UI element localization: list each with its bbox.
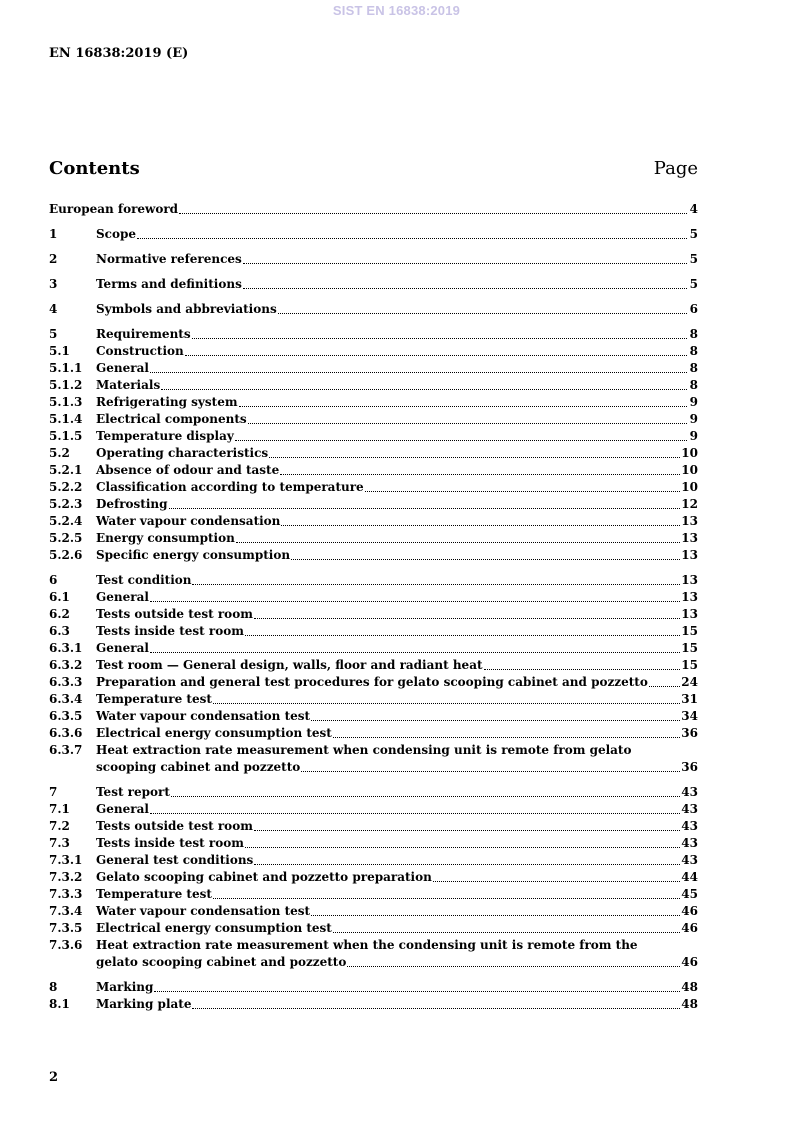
toc-leader-dots — [185, 354, 687, 356]
toc-entry-page: 9 — [689, 412, 698, 426]
toc-entry[interactable] — [49, 623, 698, 640]
document-id: EN 16838:2019 (E) — [49, 46, 189, 61]
toc-leader-dots — [254, 617, 680, 619]
toc-entry[interactable] — [49, 903, 698, 920]
toc-leader-dots — [150, 600, 680, 602]
toc-entry[interactable] — [49, 428, 698, 445]
contents-title: Contents — [49, 158, 140, 179]
toc-entry-title: Electrical energy consumption test — [96, 921, 332, 935]
toc-entry-page: 24 — [681, 675, 698, 689]
toc-entry[interactable] — [49, 513, 698, 530]
toc-entry-title: Test condition — [96, 573, 192, 587]
table-of-contents — [49, 201, 698, 1013]
toc-entry-page: 48 — [681, 997, 698, 1011]
toc-leader-dots — [213, 702, 680, 704]
toc-entry-title: Electrical energy consumption test — [96, 726, 332, 740]
toc-entry-page: 15 — [681, 641, 698, 655]
toc-entry-title: Gelato scooping cabinet and pozzetto preparation — [96, 870, 432, 884]
toc-entry-page: 13 — [681, 607, 698, 621]
toc-entry[interactable] — [49, 530, 698, 547]
toc-entry-title: Temperature display — [96, 429, 234, 443]
toc-entry[interactable] — [49, 920, 698, 937]
toc-entry-page: 43 — [681, 802, 698, 816]
toc-entry-title-continued: gelato scooping cabinet and pozzetto — [96, 955, 347, 969]
toc-entry-page: 44 — [681, 870, 698, 884]
toc-entry-title: Water vapour condensation test — [96, 709, 311, 723]
toc-entry-title: Specific energy consumption — [96, 548, 291, 562]
toc-entry-page: 36 — [681, 760, 698, 774]
toc-entry-page: 15 — [681, 624, 698, 638]
toc-entry-number: 5.2.6 — [49, 548, 83, 562]
toc-entry[interactable] — [49, 445, 698, 462]
toc-entry-page: 8 — [689, 378, 698, 392]
toc-entry-number: 5.1.3 — [49, 395, 83, 409]
toc-entry[interactable] — [49, 301, 698, 318]
toc-entry[interactable] — [49, 496, 698, 513]
toc-leader-dots — [245, 846, 680, 848]
toc-entry-page: 5 — [689, 277, 698, 291]
toc-entry-page: 8 — [689, 344, 698, 358]
toc-entry-number: 4 — [49, 302, 58, 316]
toc-leader-dots — [239, 405, 687, 407]
toc-entry[interactable] — [49, 343, 698, 360]
toc-entry[interactable] — [49, 377, 698, 394]
toc-entry-page: 34 — [681, 709, 698, 723]
toc-entry[interactable] — [49, 852, 698, 869]
toc-entry-number: 3 — [49, 277, 58, 291]
toc-entry-title: Requirements — [96, 327, 191, 341]
toc-entry[interactable] — [49, 674, 698, 691]
toc-leader-dots — [179, 212, 687, 214]
toc-leader-dots — [154, 990, 680, 992]
toc-entry-number: 5.1 — [49, 344, 70, 358]
toc-entry-title: Test room — General design, walls, floor and radiant heat — [96, 658, 483, 672]
toc-entry-number: 6.3 — [49, 624, 70, 638]
toc-leader-dots — [484, 668, 681, 670]
toc-entry-number: 5.2.3 — [49, 497, 83, 511]
toc-leader-dots — [169, 507, 681, 509]
toc-entry-title: Test report — [96, 785, 170, 799]
toc-entry-title: Symbols and abbreviations — [96, 302, 277, 316]
toc-entry-title: Tests outside test room — [96, 607, 253, 621]
toc-entry-continuation[interactable] — [49, 759, 698, 776]
toc-entry-title: Scope — [96, 227, 137, 241]
toc-entry-title: Electrical components — [96, 412, 247, 426]
toc-entry-page: 15 — [681, 658, 698, 672]
toc-entry[interactable] — [49, 360, 698, 377]
toc-entry-number: 5.1.5 — [49, 429, 83, 443]
toc-entry-number: 6.2 — [49, 607, 70, 621]
toc-entry-page: 6 — [689, 302, 698, 316]
toc-entry-number: 6.3.7 — [49, 743, 83, 757]
toc-entry-number: 5 — [49, 327, 58, 341]
toc-entry-title: Temperature test — [96, 887, 212, 901]
toc-entry[interactable] — [49, 411, 698, 428]
toc-entry-number: 2 — [49, 252, 58, 266]
toc-entry-number: 6.1 — [49, 590, 70, 604]
toc-entry-title: General — [96, 590, 149, 604]
toc-entry-number: 5.2.2 — [49, 480, 83, 494]
toc-entry[interactable] — [49, 572, 698, 589]
toc-entry-title: Marking plate — [96, 997, 192, 1011]
toc-entry-page: 46 — [681, 904, 698, 918]
toc-leader-dots — [150, 371, 687, 373]
toc-entry-title: European foreword — [49, 202, 179, 216]
toc-entry-title-continued: scooping cabinet and pozzetto — [96, 760, 301, 774]
toc-leader-dots — [347, 965, 680, 967]
toc-leader-dots — [171, 795, 680, 797]
toc-leader-dots — [192, 337, 687, 339]
toc-leader-dots — [192, 1007, 680, 1009]
toc-entry-number: 6.3.5 — [49, 709, 83, 723]
toc-entry-title: General test conditions — [96, 853, 254, 867]
page-number: 2 — [49, 1070, 59, 1085]
toc-entry-page: 13 — [681, 514, 698, 528]
toc-entry-title: Marking — [96, 980, 154, 994]
toc-entry-page: 5 — [689, 227, 698, 241]
toc-leader-dots — [311, 719, 680, 721]
toc-entry-title: Absence of odour and taste — [96, 463, 280, 477]
toc-entry-page: 8 — [689, 327, 698, 341]
toc-entry-number: 8.1 — [49, 997, 70, 1011]
toc-entry[interactable] — [49, 606, 698, 623]
toc-entry-title: Defrosting — [96, 497, 168, 511]
toc-entry-page: 13 — [681, 548, 698, 562]
toc-entry-title: Classification according to temperature — [96, 480, 364, 494]
toc-entry-page: 48 — [681, 980, 698, 994]
toc-entry-number: 6.3.4 — [49, 692, 83, 706]
toc-entry[interactable] — [49, 657, 698, 674]
toc-entry[interactable] — [49, 869, 698, 886]
toc-entry-title: Water vapour condensation — [96, 514, 281, 528]
toc-entry-number: 5.1.2 — [49, 378, 83, 392]
toc-leader-dots — [280, 473, 680, 475]
toc-entry[interactable] — [49, 886, 698, 903]
toc-entry-title: Temperature test — [96, 692, 212, 706]
toc-entry-page: 43 — [681, 836, 698, 850]
toc-leader-dots — [248, 422, 687, 424]
toc-entry[interactable] — [49, 691, 698, 708]
toc-entry[interactable] — [49, 276, 698, 293]
toc-entry-title: Materials — [96, 378, 161, 392]
toc-entry[interactable] — [49, 479, 698, 496]
toc-entry-page: 13 — [681, 573, 698, 587]
toc-entry-page: 13 — [681, 590, 698, 604]
toc-entry-page: 46 — [681, 955, 698, 969]
toc-entry[interactable] — [49, 226, 698, 243]
toc-entry-page: 12 — [681, 497, 698, 511]
toc-entry[interactable] — [49, 979, 698, 996]
toc-leader-dots — [269, 456, 680, 458]
toc-entry[interactable] — [49, 708, 698, 725]
toc-leader-dots — [137, 237, 687, 239]
toc-entry-number: 5.2.1 — [49, 463, 83, 477]
toc-entry-number: 5.1.4 — [49, 412, 83, 426]
watermark: SIST EN 16838:2019 — [332, 3, 461, 18]
toc-entry-page: 43 — [681, 819, 698, 833]
toc-leader-dots — [333, 736, 680, 738]
toc-entry-number: 6.3.3 — [49, 675, 83, 689]
toc-entry-page: 36 — [681, 726, 698, 740]
toc-leader-dots — [150, 651, 680, 653]
toc-entry-title: General — [96, 802, 149, 816]
toc-entry-title: Heat extraction rate measurement when condensing unit is remote from gelato — [96, 743, 632, 757]
toc-entry[interactable] — [49, 394, 698, 411]
toc-entry-page: 46 — [681, 921, 698, 935]
toc-entry-number: 7.3.2 — [49, 870, 83, 884]
toc-entry-page: 45 — [681, 887, 698, 901]
toc-entry-title: Normative references — [96, 252, 242, 266]
toc-entry[interactable] — [49, 818, 698, 835]
toc-entry-title: General — [96, 641, 149, 655]
toc-entry-number: 7 — [49, 785, 58, 799]
toc-entry-title: Tests inside test room — [96, 836, 244, 850]
toc-entry-page: 43 — [681, 785, 698, 799]
toc-entry-continuation[interactable] — [49, 954, 698, 971]
toc-entry[interactable] — [49, 547, 698, 564]
toc-leader-dots — [236, 541, 680, 543]
toc-entry-page: 4 — [689, 202, 698, 216]
toc-entry[interactable] — [49, 784, 698, 801]
toc-entry-page: 10 — [681, 463, 698, 477]
toc-entry[interactable] — [49, 835, 698, 852]
toc-entry-page: 9 — [689, 395, 698, 409]
toc-entry-number: 5.2.5 — [49, 531, 83, 545]
toc-entry-number: 5.1.1 — [49, 361, 83, 375]
toc-entry-number: 7.3.5 — [49, 921, 83, 935]
toc-entry-page: 43 — [681, 853, 698, 867]
toc-leader-dots — [433, 880, 680, 882]
toc-entry-title: Tests inside test room — [96, 624, 244, 638]
toc-entry-page: 5 — [689, 252, 698, 266]
toc-entry-number: 7.3.3 — [49, 887, 83, 901]
toc-entry[interactable] — [49, 937, 698, 954]
toc-leader-dots — [254, 829, 680, 831]
toc-entry[interactable] — [49, 640, 698, 657]
toc-entry-number: 6 — [49, 573, 58, 587]
toc-entry-number: 7.3.4 — [49, 904, 83, 918]
toc-leader-dots — [649, 685, 680, 687]
toc-leader-dots — [213, 897, 680, 899]
toc-leader-dots — [311, 914, 680, 916]
toc-leader-dots — [245, 634, 680, 636]
toc-entry-title: Heat extraction rate measurement when the condensing unit is remote from the — [96, 938, 638, 952]
toc-entry-page: 10 — [681, 480, 698, 494]
toc-leader-dots — [243, 262, 687, 264]
toc-entry[interactable] — [49, 742, 698, 759]
toc-entry-number: 8 — [49, 980, 58, 994]
toc-entry[interactable] — [49, 251, 698, 268]
toc-entry-page: 9 — [689, 429, 698, 443]
toc-entry-title: Construction — [96, 344, 184, 358]
toc-entry-number: 7.1 — [49, 802, 70, 816]
toc-entry-title: Water vapour condensation test — [96, 904, 311, 918]
toc-entry-page: 10 — [681, 446, 698, 460]
toc-entry[interactable] — [49, 725, 698, 742]
toc-entry-title: Preparation and general test procedures for gelato scooping cabinet and pozzetto — [96, 675, 648, 689]
toc-leader-dots — [161, 388, 687, 390]
page-column-label: Page — [653, 158, 698, 179]
toc-leader-dots — [192, 583, 680, 585]
toc-leader-dots — [254, 863, 680, 865]
toc-entry[interactable] — [49, 996, 698, 1013]
toc-entry-number: 5.2.4 — [49, 514, 83, 528]
toc-leader-dots — [281, 524, 680, 526]
toc-entry-page: 8 — [689, 361, 698, 375]
toc-entry[interactable] — [49, 201, 698, 218]
toc-leader-dots — [333, 931, 680, 933]
toc-entry-page: 13 — [681, 531, 698, 545]
toc-entry[interactable] — [49, 589, 698, 606]
toc-leader-dots — [235, 439, 687, 441]
toc-entry-title: General — [96, 361, 149, 375]
toc-entry-number: 6.3.2 — [49, 658, 83, 672]
toc-leader-dots — [365, 490, 681, 492]
toc-leader-dots — [291, 558, 680, 560]
toc-entry[interactable] — [49, 462, 698, 479]
toc-entry-title: Operating characteristics — [96, 446, 269, 460]
toc-entry[interactable] — [49, 326, 698, 343]
toc-entry-title: Energy consumption — [96, 531, 235, 545]
toc-leader-dots — [243, 287, 687, 289]
toc-entry[interactable] — [49, 801, 698, 818]
toc-entry-number: 1 — [49, 227, 58, 241]
toc-entry-number: 7.3 — [49, 836, 70, 850]
toc-entry-number: 6.3.1 — [49, 641, 83, 655]
toc-leader-dots — [301, 770, 680, 772]
toc-entry-number: 5.2 — [49, 446, 70, 460]
toc-entry-title: Refrigerating system — [96, 395, 238, 409]
toc-entry-title: Terms and definitions — [96, 277, 242, 291]
toc-entry-number: 7.3.6 — [49, 938, 83, 952]
toc-entry-number: 7.2 — [49, 819, 70, 833]
toc-entry-number: 7.3.1 — [49, 853, 83, 867]
toc-entry-page: 31 — [681, 692, 698, 706]
toc-entry-number: 6.3.6 — [49, 726, 83, 740]
toc-leader-dots — [150, 812, 680, 814]
toc-entry-title: Tests outside test room — [96, 819, 253, 833]
toc-leader-dots — [278, 312, 687, 314]
